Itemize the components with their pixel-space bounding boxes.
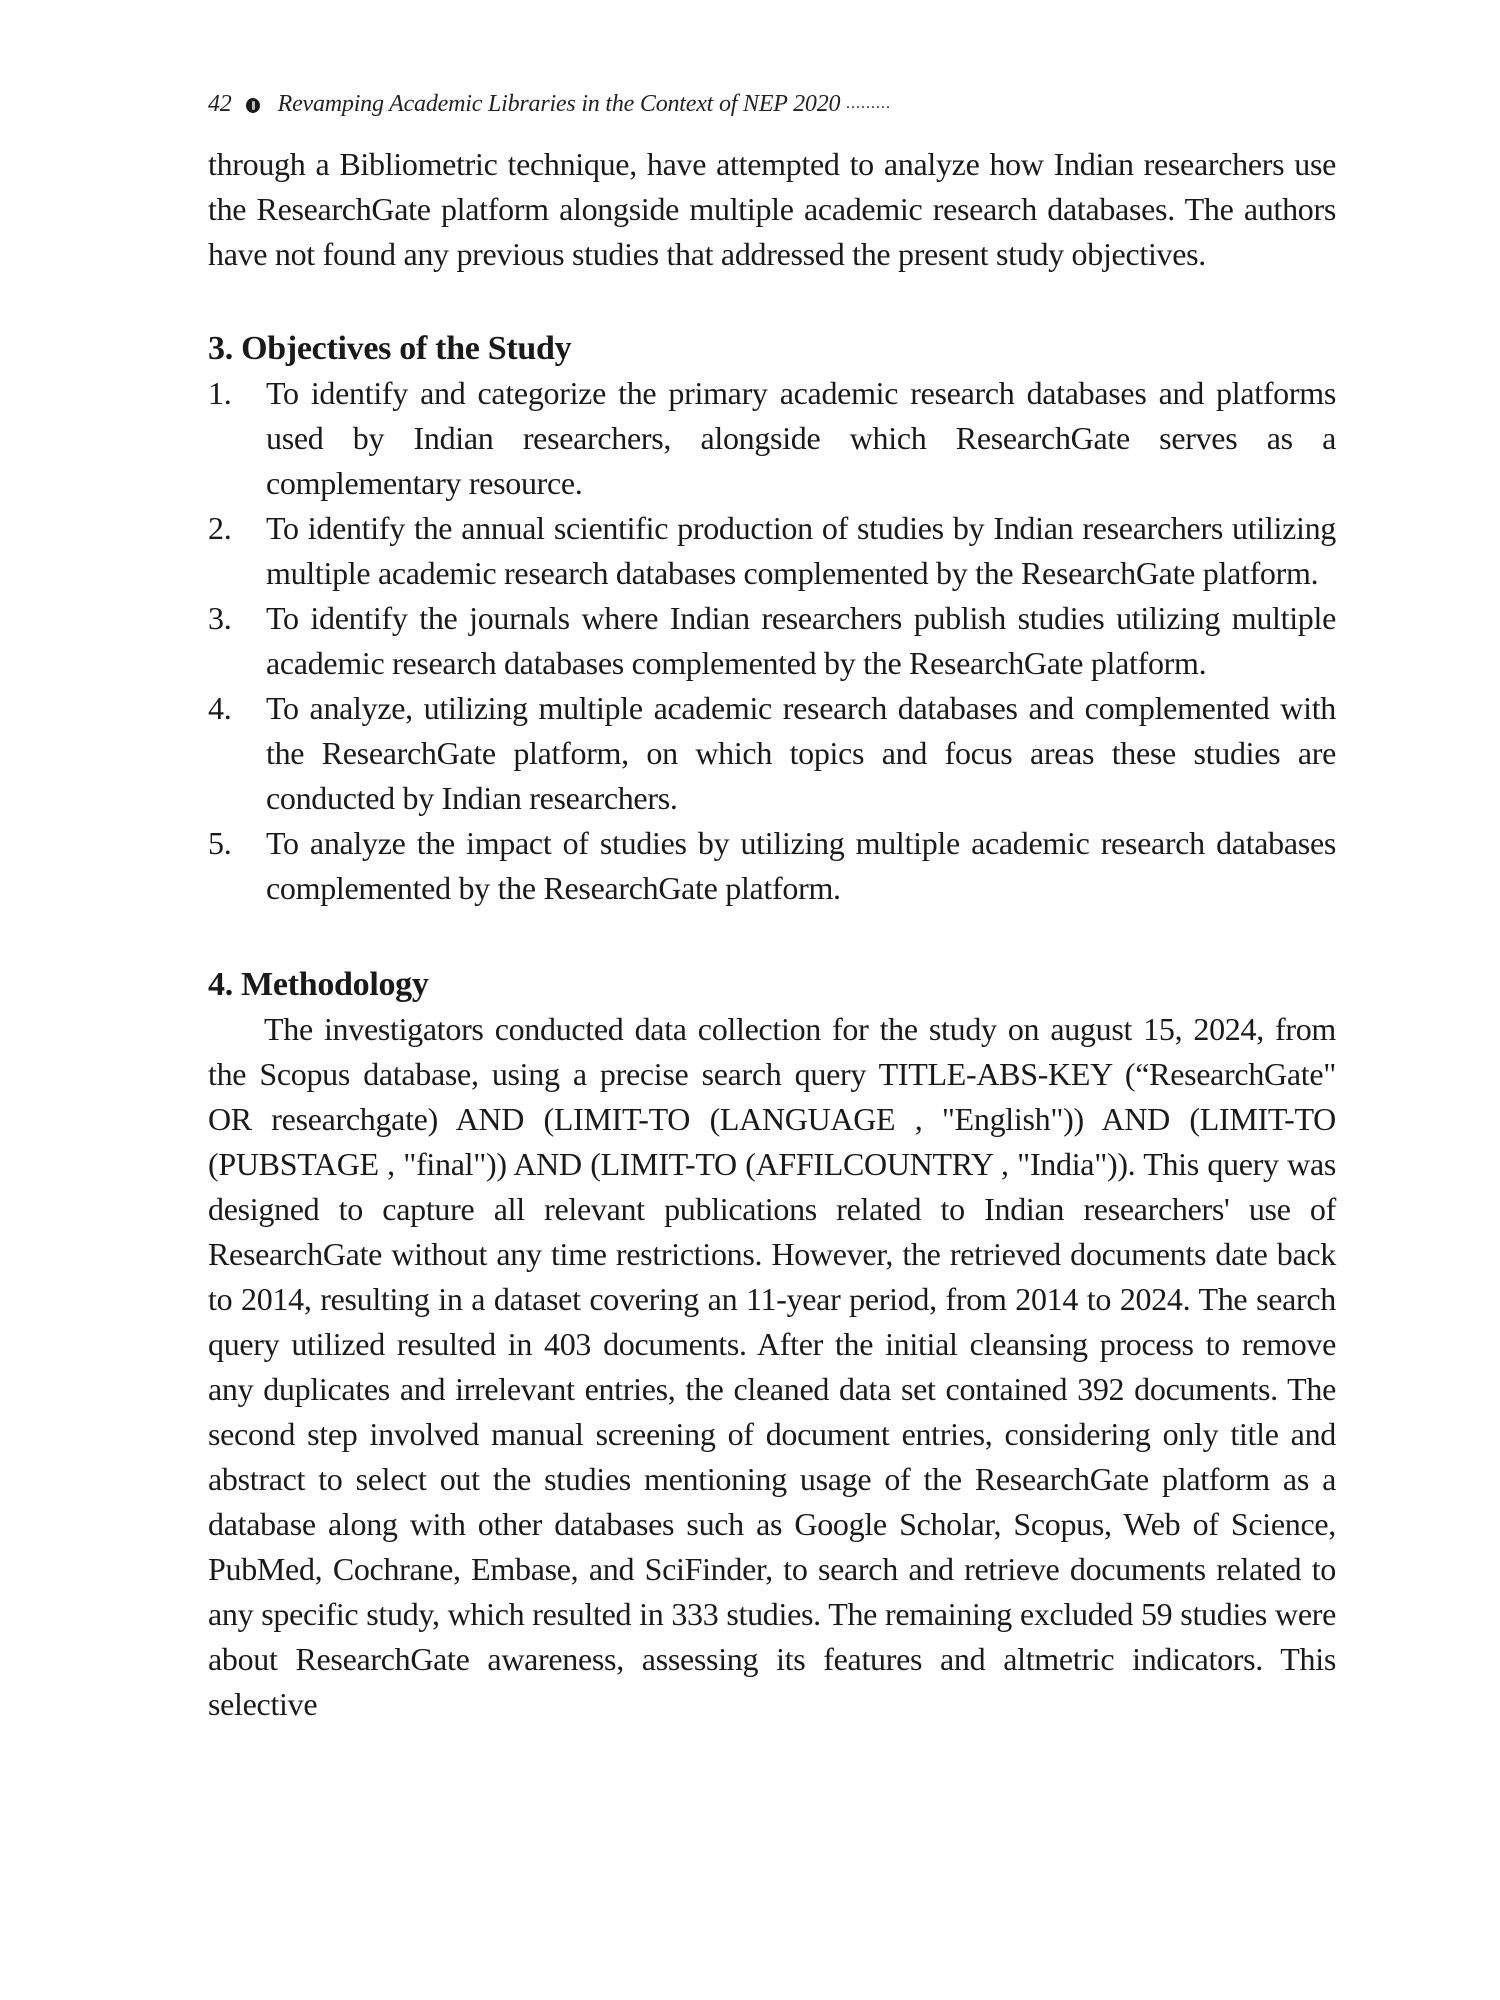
- objectives-list: [208, 371, 1336, 911]
- objectives-heading: 3. Objectives of the Study: [208, 330, 572, 367]
- page-number: 42: [208, 90, 232, 117]
- trailing-dots: .........: [846, 95, 892, 112]
- objective-text: To identify and categorize the primary academic research databases and platforms used by Indian researchers, alongside which ResearchGate serves as a complementary resource.: [266, 375, 1336, 501]
- objective-number: 3.: [208, 600, 232, 636]
- intro-paragraph: through a Bibliometric technique, have attempted to analyze how Indian researchers use the ResearchGate platform alongside multiple academic research databases. The authors have not found any previous studies that addressed the present study objectives.: [208, 146, 1336, 272]
- objective-number: 1.: [208, 375, 232, 411]
- objective-text: To analyze the impact of studies by utilizing multiple academic research databases complemented by the ResearchGate platform.: [266, 825, 1336, 906]
- objective-item: [208, 371, 1336, 506]
- filled-circle-icon: [246, 98, 260, 113]
- objective-text: To identify the annual scientific production of studies by Indian researchers utilizing multiple academic research databases complemented by the ResearchGate platform.: [266, 510, 1336, 591]
- objective-item: [208, 596, 1336, 686]
- methodology-heading: 4. Methodology: [208, 966, 429, 1003]
- running-header: [208, 86, 1336, 122]
- objective-text: To identify the journals where Indian researchers publish studies utilizing multiple academic research databases complemented by the ResearchGate platform.: [266, 600, 1336, 681]
- objective-text: To analyze, utilizing multiple academic research databases and complemented with the ResearchGate platform, on which topics and focus areas these studies are conducted by Indian researchers.: [266, 690, 1336, 816]
- objective-item: [208, 686, 1336, 821]
- objective-item: [208, 506, 1336, 596]
- objective-number: 5.: [208, 825, 232, 861]
- methodology-paragraph: The investigators conducted data collection for the study on august 15, 2024, from the Scopus database, using a precise search query TITLE-ABS-KEY (“ResearchGate" OR researchgate) AND (LIMIT-TO (LANGUAGE , "English")) AND (LIMIT-TO (PUBSTAGE , "final")) AND (LIMIT-TO (AFFILCOUNTRY , "India")). This query was designed to capture all relevant publications related to Indian researchers' use of ResearchGate without any time restrictions. However, the retrieved documents date back to 2014, resulting in a dataset covering an 11-year period, from 2014 to 2024. The search query utilized resulted in 403 documents. After the initial cleansing process to remove any duplicates and irrelevant entries, the cleaned data set contained 392 documents. The second step involved manual screening of document entries, considering only title and abstract to select out the studies mentioning usage of the ResearchGate platform as a database along with other databases such as Google Scholar, Scopus, Web of Science, PubMed, Cochrane, Embase, and SciFinder, to search and retrieve documents related to any specific study, which resulted in 333 studies. The remaining excluded 59 studies were about ResearchGate awareness, assessing its features and altmetric indicators. This selective: [208, 1011, 1336, 1722]
- objective-item: [208, 821, 1336, 911]
- objective-number: 2.: [208, 510, 232, 546]
- objective-number: 4.: [208, 690, 232, 726]
- running-title: Revamping Academic Libraries in the Context of NEP 2020: [277, 90, 841, 117]
- book-page: [208, 86, 1336, 1727]
